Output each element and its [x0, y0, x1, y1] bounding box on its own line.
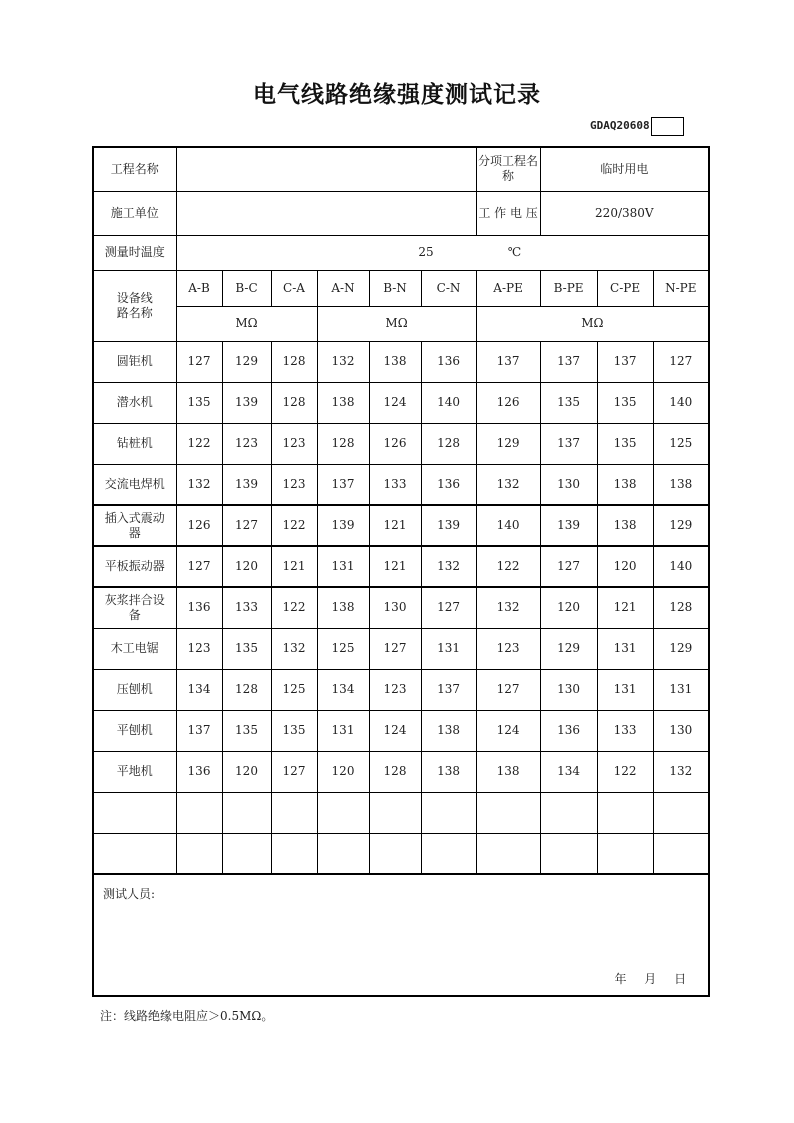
resistance-value[interactable]: 139 — [421, 505, 476, 546]
resistance-value[interactable]: 121 — [369, 505, 421, 546]
equipment-header: 设备线路名称 — [93, 270, 176, 341]
equipment-name: 潜水机 — [93, 382, 176, 423]
empty-cell[interactable] — [176, 833, 222, 874]
resistance-value[interactable]: 127 — [222, 505, 271, 546]
resistance-value[interactable]: 132 — [653, 751, 709, 792]
resistance-value[interactable]: 137 — [176, 710, 222, 751]
resistance-value[interactable]: 137 — [421, 669, 476, 710]
resistance-value[interactable]: 132 — [476, 587, 540, 628]
resistance-value[interactable]: 135 — [597, 423, 653, 464]
phase-header: N-PE — [653, 270, 709, 306]
resistance-value[interactable]: 136 — [176, 751, 222, 792]
resistance-value[interactable]: 136 — [421, 341, 476, 382]
resistance-value[interactable]: 129 — [476, 423, 540, 464]
resistance-value[interactable]: 125 — [653, 423, 709, 464]
empty-cell[interactable] — [421, 833, 476, 874]
sub-project-field[interactable]: 临时用电 — [540, 147, 709, 191]
equipment-name: 灰浆拌合设备 — [93, 587, 176, 628]
resistance-value[interactable]: 134 — [317, 669, 369, 710]
resistance-value[interactable]: 125 — [271, 669, 317, 710]
resistance-value[interactable]: 140 — [476, 505, 540, 546]
resistance-value[interactable]: 130 — [540, 464, 597, 505]
resistance-value[interactable]: 127 — [369, 628, 421, 669]
footnote: 注：线路绝缘电阻应＞0.5MΩ。 — [100, 1009, 274, 1023]
resistance-value[interactable]: 131 — [317, 546, 369, 587]
empty-row — [93, 833, 709, 874]
resistance-value[interactable]: 137 — [540, 423, 597, 464]
resistance-value[interactable]: 134 — [176, 669, 222, 710]
phase-header: B-PE — [540, 270, 597, 306]
resistance-value[interactable]: 121 — [271, 546, 317, 587]
resistance-value[interactable]: 137 — [476, 341, 540, 382]
empty-cell[interactable] — [176, 792, 222, 833]
table-row — [93, 423, 709, 464]
resistance-value[interactable]: 131 — [597, 669, 653, 710]
resistance-value[interactable]: 138 — [653, 464, 709, 505]
equipment-name: 插入式震动器 — [93, 505, 176, 546]
table-row — [93, 587, 709, 628]
resistance-value[interactable]: 126 — [176, 505, 222, 546]
resistance-value[interactable]: 128 — [653, 587, 709, 628]
resistance-value[interactable]: 122 — [476, 546, 540, 587]
resistance-value[interactable]: 124 — [369, 710, 421, 751]
unit-label-line: MΩ — [176, 306, 317, 341]
resistance-value[interactable]: 130 — [369, 587, 421, 628]
resistance-value[interactable]: 123 — [271, 464, 317, 505]
resistance-value[interactable]: 131 — [597, 628, 653, 669]
sub-project-label: 分项工程名称 — [476, 147, 540, 191]
resistance-value[interactable]: 133 — [222, 587, 271, 628]
phase-header: C-N — [421, 270, 476, 306]
resistance-value[interactable]: 127 — [271, 751, 317, 792]
equipment-name: 交流电焊机 — [93, 464, 176, 505]
table-row — [93, 628, 709, 669]
resistance-value[interactable]: 127 — [421, 587, 476, 628]
voltage-field[interactable]: 220/380V — [540, 191, 709, 235]
empty-cell[interactable] — [93, 833, 176, 874]
resistance-value[interactable]: 129 — [653, 628, 709, 669]
empty-cell[interactable] — [597, 792, 653, 833]
phase-header: A-B — [176, 270, 222, 306]
equipment-name: 平刨机 — [93, 710, 176, 751]
resistance-value[interactable]: 128 — [271, 382, 317, 423]
resistance-value[interactable]: 128 — [369, 751, 421, 792]
resistance-value[interactable]: 138 — [476, 751, 540, 792]
resistance-value[interactable]: 128 — [317, 423, 369, 464]
form-code: GDAQ20608 — [590, 119, 650, 132]
empty-cell[interactable] — [540, 792, 597, 833]
resistance-value[interactable]: 122 — [271, 505, 317, 546]
phase-header: B-N — [369, 270, 421, 306]
equipment-name: 压刨机 — [93, 669, 176, 710]
resistance-value[interactable]: 132 — [476, 464, 540, 505]
resistance-value[interactable]: 125 — [317, 628, 369, 669]
temperature-field[interactable] — [176, 235, 709, 270]
empty-cell[interactable] — [421, 792, 476, 833]
table-row — [93, 669, 709, 710]
resistance-value[interactable]: 138 — [369, 341, 421, 382]
table-row — [93, 751, 709, 792]
resistance-value[interactable]: 138 — [597, 464, 653, 505]
resistance-value[interactable]: 122 — [176, 423, 222, 464]
phase-header: C-A — [271, 270, 317, 306]
resistance-value[interactable]: 127 — [540, 546, 597, 587]
resistance-value[interactable]: 127 — [176, 341, 222, 382]
resistance-value[interactable]: 122 — [271, 587, 317, 628]
resistance-value[interactable]: 135 — [271, 710, 317, 751]
resistance-value[interactable]: 136 — [421, 464, 476, 505]
table-row — [93, 341, 709, 382]
empty-cell[interactable] — [317, 833, 369, 874]
voltage-label: 工 作 电 压 — [476, 191, 540, 235]
equipment-name: 平板振动器 — [93, 546, 176, 587]
resistance-value[interactable]: 131 — [421, 628, 476, 669]
empty-cell[interactable] — [369, 792, 421, 833]
resistance-value[interactable]: 135 — [540, 382, 597, 423]
resistance-value[interactable]: 123 — [476, 628, 540, 669]
resistance-value[interactable]: 129 — [540, 628, 597, 669]
resistance-value[interactable]: 121 — [369, 546, 421, 587]
resistance-value[interactable]: 138 — [317, 587, 369, 628]
table-row — [93, 710, 709, 751]
resistance-value[interactable]: 138 — [597, 505, 653, 546]
resistance-value[interactable]: 131 — [317, 710, 369, 751]
resistance-value[interactable]: 134 — [540, 751, 597, 792]
empty-row — [93, 792, 709, 833]
resistance-value[interactable]: 139 — [222, 464, 271, 505]
tester-label: 测试人员: — [103, 887, 156, 901]
resistance-value[interactable]: 123 — [369, 669, 421, 710]
resistance-value[interactable]: 133 — [369, 464, 421, 505]
empty-cell[interactable] — [317, 792, 369, 833]
unit-label-pe: MΩ — [476, 306, 709, 341]
temperature-unit: ℃ — [507, 245, 522, 259]
equipment-name: 圆钜机 — [93, 341, 176, 382]
resistance-value[interactable]: 137 — [317, 464, 369, 505]
empty-cell[interactable] — [653, 792, 709, 833]
table-row — [93, 505, 709, 546]
date-label: 年 月 日 — [614, 972, 687, 986]
resistance-value[interactable]: 126 — [476, 382, 540, 423]
empty-cell[interactable] — [653, 833, 709, 874]
resistance-value[interactable]: 130 — [653, 710, 709, 751]
resistance-value[interactable]: 124 — [476, 710, 540, 751]
empty-cell[interactable] — [93, 792, 176, 833]
resistance-value[interactable]: 138 — [317, 382, 369, 423]
empty-cell[interactable] — [222, 833, 271, 874]
page-title: 电气线路绝缘强度测试记录 — [253, 82, 541, 108]
resistance-value[interactable]: 135 — [222, 628, 271, 669]
equipment-name: 平地机 — [93, 751, 176, 792]
temperature-label: 测量时温度 — [93, 235, 176, 270]
contractor-field[interactable] — [176, 191, 476, 235]
test-record-table — [92, 146, 710, 997]
phase-header: A-N — [317, 270, 369, 306]
table-row — [93, 464, 709, 505]
resistance-value[interactable]: 140 — [653, 546, 709, 587]
resistance-value[interactable]: 127 — [176, 546, 222, 587]
equipment-name: 钻桩机 — [93, 423, 176, 464]
empty-cell[interactable] — [476, 833, 540, 874]
resistance-value[interactable]: 126 — [369, 423, 421, 464]
table-row — [93, 546, 709, 587]
phase-header: C-PE — [597, 270, 653, 306]
equipment-name: 木工电锯 — [93, 628, 176, 669]
project-name-label: 工程名称 — [93, 147, 176, 191]
form-code-suffix-box[interactable] — [651, 117, 684, 136]
empty-cell[interactable] — [597, 833, 653, 874]
resistance-value[interactable]: 135 — [222, 710, 271, 751]
resistance-value[interactable]: 140 — [653, 382, 709, 423]
resistance-value[interactable]: 132 — [421, 546, 476, 587]
resistance-value[interactable]: 128 — [421, 423, 476, 464]
resistance-value[interactable]: 128 — [222, 669, 271, 710]
resistance-value[interactable]: 127 — [476, 669, 540, 710]
resistance-value[interactable]: 138 — [421, 751, 476, 792]
resistance-value[interactable]: 137 — [597, 341, 653, 382]
resistance-value[interactable]: 139 — [222, 382, 271, 423]
resistance-value[interactable]: 128 — [271, 341, 317, 382]
temperature-value: 25 — [418, 245, 434, 259]
resistance-value[interactable]: 139 — [317, 505, 369, 546]
resistance-value[interactable]: 131 — [653, 669, 709, 710]
resistance-value[interactable]: 122 — [597, 751, 653, 792]
resistance-value[interactable]: 135 — [597, 382, 653, 423]
resistance-value[interactable]: 120 — [597, 546, 653, 587]
resistance-value[interactable]: 129 — [653, 505, 709, 546]
resistance-value[interactable]: 133 — [597, 710, 653, 751]
project-name-field[interactable] — [176, 147, 476, 191]
resistance-value[interactable]: 127 — [653, 341, 709, 382]
resistance-value[interactable]: 120 — [222, 751, 271, 792]
empty-cell[interactable] — [369, 833, 421, 874]
resistance-value[interactable]: 132 — [317, 341, 369, 382]
empty-cell[interactable] — [271, 792, 317, 833]
resistance-value[interactable]: 140 — [421, 382, 476, 423]
resistance-value[interactable]: 124 — [369, 382, 421, 423]
resistance-value[interactable]: 120 — [540, 587, 597, 628]
resistance-value[interactable]: 132 — [176, 464, 222, 505]
resistance-value[interactable]: 121 — [597, 587, 653, 628]
resistance-value[interactable]: 139 — [540, 505, 597, 546]
resistance-value[interactable]: 123 — [271, 423, 317, 464]
resistance-value[interactable]: 123 — [222, 423, 271, 464]
contractor-label: 施工单位 — [93, 191, 176, 235]
unit-label-neutral: MΩ — [317, 306, 476, 341]
empty-cell[interactable] — [540, 833, 597, 874]
phase-header: A-PE — [476, 270, 540, 306]
resistance-value[interactable]: 136 — [176, 587, 222, 628]
resistance-value[interactable]: 132 — [271, 628, 317, 669]
resistance-value[interactable]: 137 — [540, 341, 597, 382]
resistance-value[interactable]: 129 — [222, 341, 271, 382]
resistance-value[interactable]: 135 — [176, 382, 222, 423]
resistance-value[interactable]: 130 — [540, 669, 597, 710]
empty-cell[interactable] — [222, 792, 271, 833]
empty-cell[interactable] — [476, 792, 540, 833]
resistance-value[interactable]: 120 — [222, 546, 271, 587]
resistance-value[interactable]: 138 — [421, 710, 476, 751]
resistance-value[interactable]: 120 — [317, 751, 369, 792]
signature-area[interactable] — [93, 874, 709, 996]
empty-cell[interactable] — [271, 833, 317, 874]
resistance-value[interactable]: 136 — [540, 710, 597, 751]
phase-header: B-C — [222, 270, 271, 306]
table-row — [93, 382, 709, 423]
resistance-value[interactable]: 123 — [176, 628, 222, 669]
